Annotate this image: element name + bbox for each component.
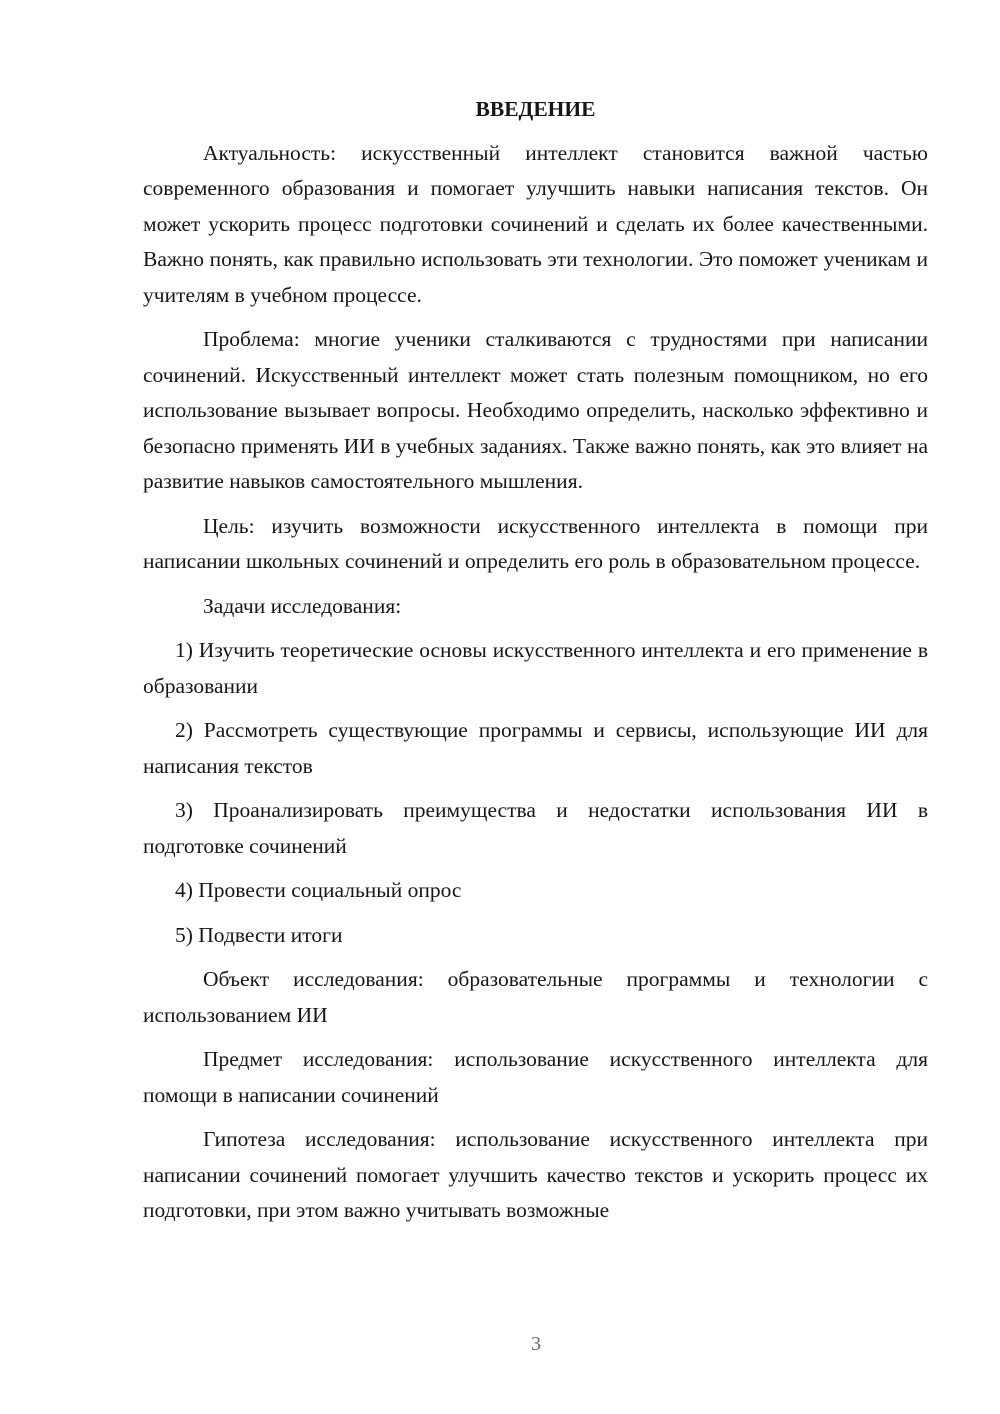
task-item-2: 2) Рассмотреть существующие программы и сервисы, использующие ИИ для написания текстов [143,718,928,778]
paragraph-subject: Предмет исследования: использование искусственного интеллекта для помощи в написании сочинений [143,1047,928,1107]
task-item-3: 3) Проанализировать преимущества и недостатки использования ИИ в подготовке сочинений [143,798,928,858]
page-content [143,92,928,1238]
paragraph-goal: Цель: изучить возможности искусственного интеллекта в помощи при написании школьных сочинений и определить его роль в образовательном процессе. [143,513,928,573]
section-heading: ВВЕДЕНИЕ [475,97,596,121]
paragraph-object: Объект исследования: образовательные программы и технологии с использованием ИИ [143,967,928,1027]
task-item-5: 5) Подвести итоги [175,922,343,947]
task-item-4: 4) Провести социальный опрос [175,878,462,902]
paragraph-tasks-intro: Задачи исследования: [203,593,402,618]
task-item-1: 1) Изучить теоретические основы искусственного интеллекта и его применение в образовании [143,638,928,698]
paragraph-hypothesis: Гипотеза исследования: использование искусственного интеллекта при написании сочинений помогает улучшить качество текстов и ускорить процесс их подготовки, при этом важно учитывать возможные [143,1127,928,1222]
paragraph-problem: Проблема: многие ученики сталкиваются с трудностями при написании сочинений. Искусственный интеллект может стать полезным помощником, но его использование вызывает вопросы. Необходимо определить, насколько эффективно и безопасно применять ИИ в учебных заданиях. Также важно понять, как это влияет на развитие навыков самостоятельного мышления. [143,327,928,493]
paragraph-relevance: Актуальность: искусственный интеллект становится важной частью современного образования и помогает улучшить навыки написания текстов. Он может ускорить процесс подготовки сочинений и сделать их более качественными. Важно понять, как правильно использовать эти технологии. Это поможет ученикам и учителям в учебном процессе. [143,140,928,307]
page-number: 3 [531,1333,541,1355]
